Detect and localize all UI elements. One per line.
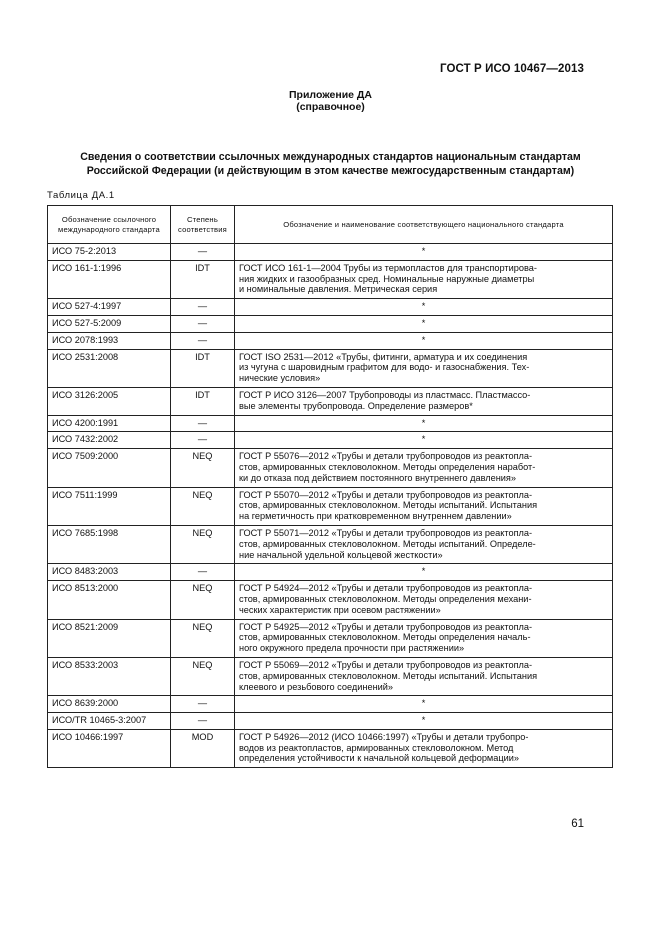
degree-of-conformity-cell: NEQ [171, 581, 235, 619]
table-row [48, 415, 613, 432]
international-standard-cell: ИСО 7432:2002 [48, 432, 171, 449]
international-standard-cell: ИСО 3126:2005 [48, 387, 171, 415]
table-header-row [48, 206, 613, 244]
degree-of-conformity-cell: MOD [171, 729, 235, 767]
national-standard-cell: * [235, 315, 613, 332]
national-standard-cell: ГОСТ ISO 2531—2012 «Трубы, фитинги, арматура и их соединения из чугуна с шаровидным графитом для водо- и газоснабжения. Тех- нические условия» [235, 349, 613, 387]
international-standard-cell: ИСО 8533:2003 [48, 657, 171, 695]
international-standard-cell: ИСО 8521:2009 [48, 619, 171, 657]
table-row [48, 244, 613, 261]
national-standard-cell: * [235, 713, 613, 730]
international-standard-cell: ИСО/TR 10465-3:2007 [48, 713, 171, 730]
section-title-line-1: Сведения о соответствии ссылочных международных стандартов национальным стандартам [80, 151, 581, 163]
degree-of-conformity-cell: — [171, 564, 235, 581]
header-national-standard: Обозначение и наименование соответствующего национального стандарта [235, 206, 613, 244]
degree-of-conformity-cell: — [171, 332, 235, 349]
table-row [48, 657, 613, 695]
national-standard-cell: ГОСТ Р ИСО 3126—2007 Трубопроводы из пластмасс. Пластмассо- вые элементы трубопровода. Определение размеров* [235, 387, 613, 415]
national-standard-cell: ГОСТ Р 54924—2012 «Трубы и детали трубопроводов из реактопла- стов, армированных стекловолокном. Методы определения механи- ческих характеристик при осевом растяжении» [235, 581, 613, 619]
table-row [48, 487, 613, 525]
national-standard-cell: * [235, 564, 613, 581]
degree-of-conformity-cell: — [171, 696, 235, 713]
international-standard-cell: ИСО 2078:1993 [48, 332, 171, 349]
national-standard-cell: * [235, 299, 613, 316]
international-standard-cell: ИСО 527-5:2009 [48, 315, 171, 332]
international-standard-cell: ИСО 2531:2008 [48, 349, 171, 387]
table-row [48, 619, 613, 657]
correspondence-table [47, 205, 613, 768]
international-standard-cell: ИСО 161-1:1996 [48, 260, 171, 298]
national-standard-cell: ГОСТ ИСО 161-1—2004 Трубы из термопластов для транспортирова- ния жидких и газообразных сред. Номинальные наружные диаметры и номинальные давления. Метрическая серия [235, 260, 613, 298]
national-standard-cell: ГОСТ Р 55076—2012 «Трубы и детали трубопроводов из реактопла- стов, армированных стекловолокном. Методы определения наработ- ки до отказа под действием постоянного внутреннего давления» [235, 449, 613, 487]
table-row [48, 696, 613, 713]
degree-of-conformity-cell: — [171, 432, 235, 449]
header-degree-of-conformity: Степень соответствия [171, 206, 235, 244]
national-standard-cell: ГОСТ Р 54925—2012 «Трубы и детали трубопроводов из реактопла- стов, армированных стекловолокном. Методы определения началь- ного окружного предела прочности при растяжении» [235, 619, 613, 657]
table-row [48, 564, 613, 581]
international-standard-cell: ИСО 8483:2003 [48, 564, 171, 581]
national-standard-cell: ГОСТ Р 55071—2012 «Трубы и детали трубопроводов из реактопла- стов, армированных стекловолокном. Методы испытаний. Определе- ние начальной удельной кольцевой жесткости» [235, 525, 613, 563]
table-row [48, 349, 613, 387]
international-standard-cell: ИСО 527-4:1997 [48, 299, 171, 316]
degree-of-conformity-cell: NEQ [171, 487, 235, 525]
table-row [48, 449, 613, 487]
international-standard-cell: ИСО 4200:1991 [48, 415, 171, 432]
table-row [48, 332, 613, 349]
page-number: 61 [571, 818, 584, 830]
national-standard-cell: * [235, 244, 613, 261]
national-standard-cell: * [235, 332, 613, 349]
table-row [48, 581, 613, 619]
degree-of-conformity-cell: IDT [171, 260, 235, 298]
table-body [48, 244, 613, 768]
international-standard-cell: ИСО 8513:2000 [48, 581, 171, 619]
international-standard-cell: ИСО 8639:2000 [48, 696, 171, 713]
degree-of-conformity-cell: — [171, 713, 235, 730]
national-standard-cell: * [235, 432, 613, 449]
table-row [48, 387, 613, 415]
national-standard-cell: ГОСТ Р 55069—2012 «Трубы и детали трубопроводов из реактопла- стов, армированных стекловолокном. Методы испытаний. Испытания клеевого и резьбового соединений» [235, 657, 613, 695]
degree-of-conformity-cell: NEQ [171, 449, 235, 487]
international-standard-cell: ИСО 7685:1998 [48, 525, 171, 563]
table-row [48, 432, 613, 449]
section-title-line-2: Российской Федерации (и действующим в этом качестве межгосударственным стандартам) [86, 164, 575, 177]
table-row [48, 525, 613, 563]
national-standard-cell: ГОСТ Р 54926—2012 (ИСО 10466:1997) «Трубы и детали трубопро- водов из реактопластов, армированных стекловолокном. Метод определения устойчивости к начальной кольцевой деформации» [235, 729, 613, 767]
degree-of-conformity-cell: NEQ [171, 619, 235, 657]
annex-heading [0, 89, 661, 113]
annex-title: Приложение ДА [289, 89, 372, 101]
table-row [48, 713, 613, 730]
table-row [48, 315, 613, 332]
international-standard-cell: ИСО 7509:2000 [48, 449, 171, 487]
international-standard-cell: ИСО 7511:1999 [48, 487, 171, 525]
table-caption: Таблица ДА.1 [47, 190, 115, 201]
national-standard-cell: * [235, 696, 613, 713]
section-title [40, 151, 621, 178]
degree-of-conformity-cell: IDT [171, 349, 235, 387]
international-standard-cell: ИСО 10466:1997 [48, 729, 171, 767]
degree-of-conformity-cell: IDT [171, 387, 235, 415]
annex-subtitle: (справочное) [296, 101, 365, 113]
degree-of-conformity-cell: — [171, 299, 235, 316]
degree-of-conformity-cell: — [171, 244, 235, 261]
table-row [48, 299, 613, 316]
national-standard-cell: * [235, 415, 613, 432]
international-standard-cell: ИСО 75-2:2013 [48, 244, 171, 261]
header-international-standard: Обозначение ссылочного международного стандарта [48, 206, 171, 244]
degree-of-conformity-cell: — [171, 415, 235, 432]
degree-of-conformity-cell: NEQ [171, 525, 235, 563]
national-standard-cell: ГОСТ Р 55070—2012 «Трубы и детали трубопроводов из реактопла- стов, армированных стекловолокном. Методы испытаний. Испытания на герметичность при кратковременном внутреннем давлении» [235, 487, 613, 525]
table-row [48, 729, 613, 767]
degree-of-conformity-cell: NEQ [171, 657, 235, 695]
document-code: ГОСТ Р ИСО 10467—2013 [439, 63, 584, 75]
table-row [48, 260, 613, 298]
degree-of-conformity-cell: — [171, 315, 235, 332]
